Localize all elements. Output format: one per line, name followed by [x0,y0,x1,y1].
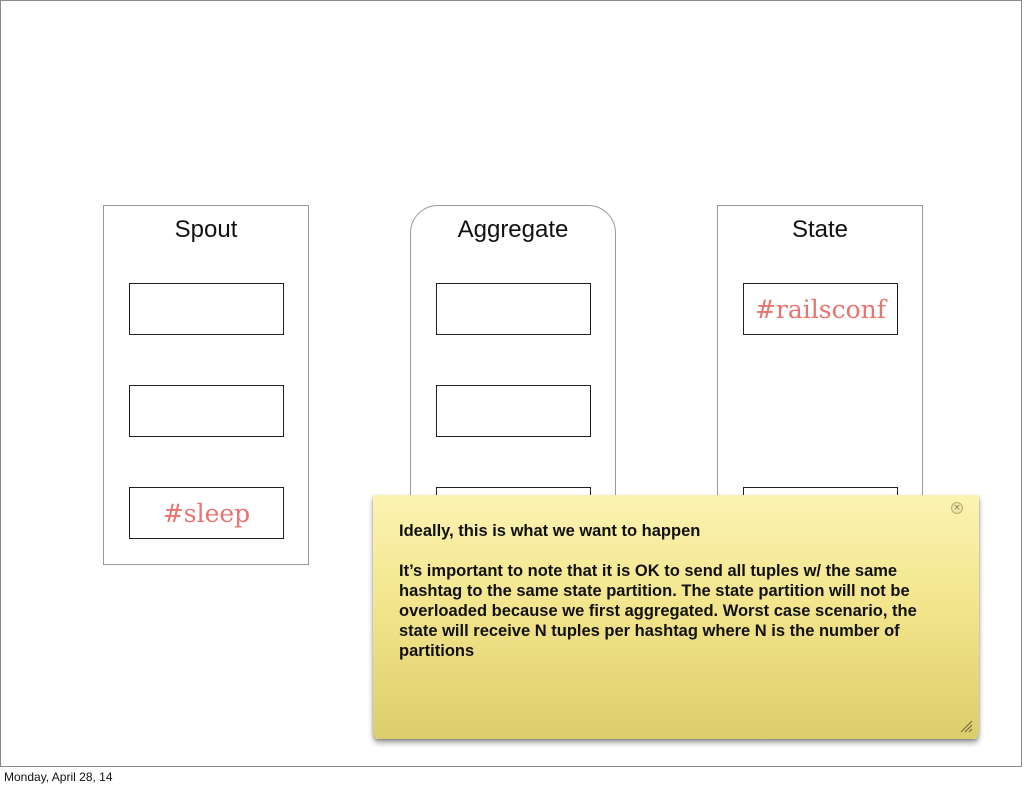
note-paragraph-2: It’s important to note that it is OK to send all tuples w/ the same hashtag to the same state partition. The state partition will not be overloaded because we first aggregated. Worst case scenario, the state will receive N tuples per hashtag where N is the number of partitions [399,562,917,660]
spout-slot-2 [129,385,284,437]
note-line-1: Ideally, this is what we want to happen [399,522,701,540]
spout-slot-1 [129,283,284,335]
spout-column [103,205,309,565]
state-title: State [791,216,849,243]
aggregate-title: Aggregate [457,216,569,243]
resize-grip-icon[interactable] [959,719,973,733]
state-slot-1: #railsconf [743,283,898,335]
aggregate-slot-2 [436,385,591,437]
close-icon[interactable]: × [951,502,963,514]
spout-title: Spout [174,216,238,243]
presenter-note[interactable] [373,495,979,739]
aggregate-slot-1 [436,283,591,335]
spout-slot-3: #sleep [129,487,284,539]
slide-date: Monday, April 28, 14 [4,770,113,784]
note-text [399,521,959,661]
